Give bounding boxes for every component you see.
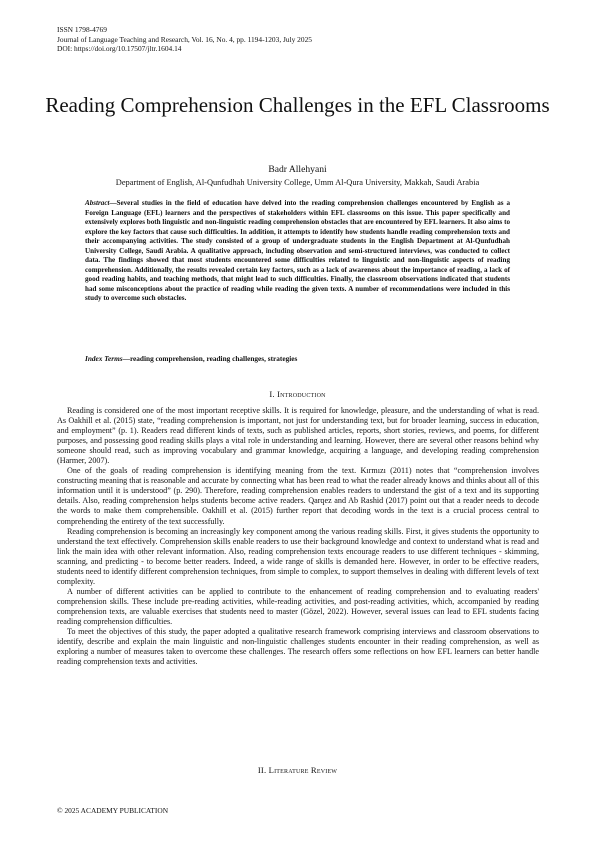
section-heading-literature-review: II. Literature Review [257,765,338,775]
abstract-label: Abstract [85,199,110,207]
author-name: Badr Allehyani [268,164,327,175]
doi-link[interactable]: DOI: https://doi.org/10.17507/jltr.1604.14 [57,44,182,54]
index-terms [85,354,510,363]
paragraph: A number of different activities can be applied to contribute to the enhancement of reading comprehension and to evaluating readers' comprehension skills. These include pre-reading activities, while-reading activities, and post-reading activities, which, accompanied by reading comprehension texts, are valuable exercises that students need to master (Gözel, 2022). However, several issues can lead to EFL students facing reading comprehension difficulties. [57,586,539,626]
paragraph: One of the goals of reading comprehension is identifying meaning from the text. Kırmızı (2011) notes that “comprehension involves constructing meaning that is reasonable and accurate by connecting what has been read to what the reader already knows and thinks about all of this information until it is understood” (p. 290). Therefore, reading comprehension enables readers to understand the gist of a text and its supporting details. Also, reading comprehension helps students become active readers. Qarqez and Ab Rashid (2017) point out that a reader needs to decode the words to make them comprehensible. Oakhill et al. (2015) further report that decoding words in the text is a crucial process central to comprehending the entirety of the text successfully. [57,466,539,526]
author-affiliation: Department of English, Al-Qunfudhah University College, Umm Al-Qura University, Makkah, Saudi Arabia [115,178,480,187]
index-terms-text: —reading comprehension, reading challenges, strategies [122,354,298,363]
journal-header [57,25,312,54]
abstract [85,199,510,304]
introduction-body [57,406,539,667]
paragraph: To meet the objectives of this study, the paper adopted a qualitative research framework comprising interviews and classroom observations to identify, describe and explain the main linguistic and non-linguistic challenges students encounter in their reading comprehension, as well as exploring a number of measures taken to overcome these challenges. The research offers some reflections on how EFL learners can better handle reading comprehension texts and activities. [57,627,539,667]
section-heading-introduction: I. Introduction [269,389,326,399]
paragraph: Reading is considered one of the most important receptive skills. It is required for knowledge, pleasure, and the understanding of what is read. As Oakhill et al. (2015) state, “reading comprehension is important, not just for understanding text, but for broader learning, success in education, and employment” (p. 1). Readers read different kinds of texts, such as published articles, reports, short stories, reviews, and poems, for different purposes, and possessing good reading skills plays a vital role in understanding and learning. However, there are several other reasons behind why someone should read, such as improving vocabulary and grammar knowledge, acquiring a language, and developing reading comprehension (Harmer, 2007). [57,406,539,466]
index-terms-label: Index Terms [85,354,123,363]
journal-citation: Journal of Language Teaching and Research, Vol. 16, No. 4, pp. 1194-1203, July 2025 [57,34,312,44]
issn: ISSN 1798-4769 [57,25,107,34]
abstract-text: —Several studies in the field of education have delved into the reading comprehension challenges encountered by English as a Foreign Language (EFL) learners and the perspectives of stakeholders within EFL classrooms on this issue. This paper specifically and extensively explores both linguistic and non-linguistic reading comprehension obstacles that are encountered by EFL learners. It also aims to explore the key factors that cause such difficulties. In addition, it attempts to identify how students handle reading comprehension texts and their accompanying activities. The study consisted of a group of undergraduate students in the English Department at Al-Qunfudhah University College, Saudi Arabia. A qualitative approach, including observation and semi-structured interviews, was conducted to collect data. The findings showed that most students encountered some difficulties related to linguistic and non-linguistic aspects of reading comprehension. Additionally, the results revealed certain key factors, such as a lack of awareness about the importance of reading, a lack of good reading habits, and teaching methods, that might lead to such difficulties. Finally, the classroom observations indicated that students had some misconceptions about the practice of reading while reading the given texts. A number of recommendations were included in this study to overcome such obstacles. [85,199,510,303]
paragraph: Reading comprehension is becoming an increasingly key component among the various reading skills. First, it gives students the opportunity to understand the text effectively. Comprehension skills enable readers to use their background knowledge and context to understand what is read and link the main idea with other relevant information. Also, reading comprehension texts encourage readers to use different techniques - skimming, scanning, and predicting - to become better readers. Indeed, a wide range of skills is demanded here. However, in order to be effective readers, students need to identify different comprehension techniques, from simple to complex, to support themselves in dealing with different levels of text complexity. [57,526,539,586]
paper-title: Reading Comprehension Challenges in the EFL Classrooms [45,93,550,117]
copyright-footer: © 2025 ACADEMY PUBLICATION [57,806,169,815]
